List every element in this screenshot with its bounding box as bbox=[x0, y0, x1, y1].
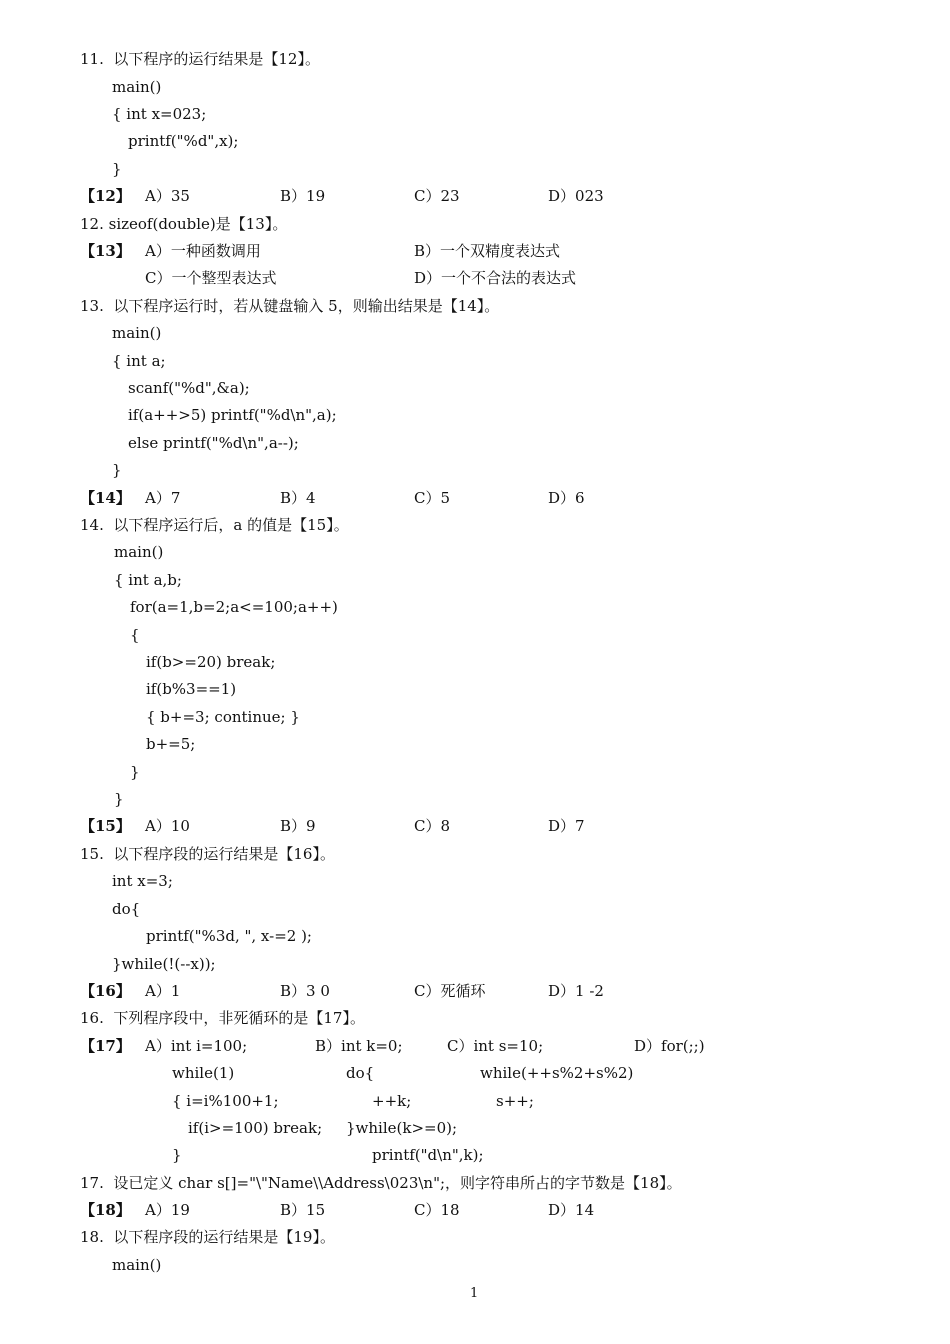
option-c: C）8 bbox=[414, 817, 451, 835]
code-line: main() bbox=[112, 324, 162, 342]
code-line: } bbox=[112, 461, 122, 479]
option-a: A）19 bbox=[145, 1201, 190, 1219]
option-d: D）一个不合法的表达式 bbox=[414, 269, 577, 287]
option-d: D）6 bbox=[548, 489, 585, 507]
code-line: } bbox=[130, 763, 140, 781]
option-a-code-line: { i=i%100+1; bbox=[172, 1092, 279, 1110]
option-c: C）5 bbox=[414, 489, 451, 507]
code-line: do{ bbox=[112, 900, 141, 918]
option-c: C）int s=10; bbox=[447, 1037, 544, 1055]
option-c: C）18 bbox=[414, 1201, 460, 1219]
code-line: printf("%d",x); bbox=[128, 132, 239, 150]
question-13-title: 13. 以下程序运行时，若从键盘输入 5，则输出结果是【14】。 bbox=[80, 297, 500, 315]
code-line: if(b>=20) break; bbox=[146, 653, 276, 671]
question-12-title: 12. sizeof(double)是【13】。 bbox=[80, 215, 288, 233]
answer-tag: 【13】 bbox=[80, 242, 131, 260]
code-line: { b+=3; continue; } bbox=[146, 708, 300, 726]
code-line: { int a; bbox=[112, 352, 166, 370]
code-line: } bbox=[112, 160, 122, 178]
code-line: { int x=023; bbox=[112, 105, 207, 123]
option-b-code-line: do{ bbox=[346, 1064, 375, 1082]
code-line: scanf("%d",&a); bbox=[128, 379, 250, 397]
code-line: if(a++>5) printf("%d\n",a); bbox=[128, 406, 337, 424]
code-line: else printf("%d\n",a--); bbox=[128, 434, 299, 452]
code-line: { int a,b; bbox=[114, 571, 182, 589]
option-b: B）15 bbox=[280, 1201, 326, 1219]
code-line: int x=3; bbox=[112, 872, 173, 890]
answer-tag: 【18】 bbox=[80, 1201, 131, 1219]
answer-tag: 【12】 bbox=[80, 187, 131, 205]
option-c: C）一个整型表达式 bbox=[145, 269, 277, 287]
option-d: D）14 bbox=[548, 1201, 595, 1219]
option-b-code-line: printf("d\n",k); bbox=[372, 1146, 484, 1164]
question-15-title: 15. 以下程序段的运行结果是【16】。 bbox=[80, 845, 335, 863]
question-14-title: 14. 以下程序运行后，a 的值是【15】。 bbox=[80, 516, 349, 534]
option-d: D）7 bbox=[548, 817, 585, 835]
question-16-title: 16. 下列程序段中，非死循环的是【17】。 bbox=[80, 1009, 365, 1027]
code-line: if(b%3==1) bbox=[146, 680, 237, 698]
option-a: A）35 bbox=[145, 187, 190, 205]
question-11-title: 11. 以下程序的运行结果是【12】。 bbox=[80, 50, 320, 68]
question-17-title: 17. 设已定义 char s[]="\"Name\\Address\023\n";，则字符串所占的字节数是【18】。 bbox=[80, 1174, 682, 1192]
option-a: A）一种函数调用 bbox=[145, 242, 261, 260]
code-line: }while(!(--x)); bbox=[112, 955, 216, 973]
answer-tag: 【17】 bbox=[80, 1037, 131, 1055]
code-line: main() bbox=[112, 1256, 162, 1274]
answer-tag: 【16】 bbox=[80, 982, 131, 1000]
option-c: C）23 bbox=[414, 187, 460, 205]
option-a-code-line: if(i>=100) break; bbox=[188, 1119, 323, 1137]
option-a: A）7 bbox=[145, 489, 181, 507]
option-b: B）int k=0; bbox=[315, 1037, 403, 1055]
option-d: D）for(;;) bbox=[634, 1037, 705, 1055]
option-b: B）9 bbox=[280, 817, 316, 835]
option-a: A）int i=100; bbox=[145, 1037, 248, 1055]
option-a-code-line: while(1) bbox=[172, 1064, 235, 1082]
option-c-code-line: while(++s%2+s%2) bbox=[480, 1064, 634, 1082]
option-b: B）4 bbox=[280, 489, 316, 507]
code-line: printf("%3d, ", x-=2 ); bbox=[146, 927, 312, 945]
option-d: D）023 bbox=[548, 187, 604, 205]
option-a: A）1 bbox=[145, 982, 181, 1000]
code-line: } bbox=[114, 790, 124, 808]
option-a-code-line: } bbox=[172, 1146, 182, 1164]
option-a: A）10 bbox=[145, 817, 190, 835]
option-b: B）19 bbox=[280, 187, 326, 205]
answer-tag: 【15】 bbox=[80, 817, 131, 835]
question-18-title: 18. 以下程序段的运行结果是【19】。 bbox=[80, 1228, 335, 1246]
answer-tag: 【14】 bbox=[80, 489, 131, 507]
code-line: { bbox=[130, 626, 140, 644]
option-b-code-line: ++k; bbox=[372, 1092, 412, 1110]
option-d: D）1 -2 bbox=[548, 982, 604, 1000]
option-b-code-line: }while(k>=0); bbox=[346, 1119, 458, 1137]
code-line: main() bbox=[114, 543, 164, 561]
code-line: main() bbox=[112, 78, 162, 96]
option-c: C）死循环 bbox=[414, 982, 486, 1000]
code-line: b+=5; bbox=[146, 735, 196, 753]
option-b: B）3 0 bbox=[280, 982, 330, 1000]
page-number: 1 bbox=[470, 1286, 479, 1301]
code-line: for(a=1,b=2;a<=100;a++) bbox=[130, 598, 338, 616]
option-b: B）一个双精度表达式 bbox=[414, 242, 561, 260]
option-c-code-line: s++; bbox=[496, 1092, 534, 1110]
